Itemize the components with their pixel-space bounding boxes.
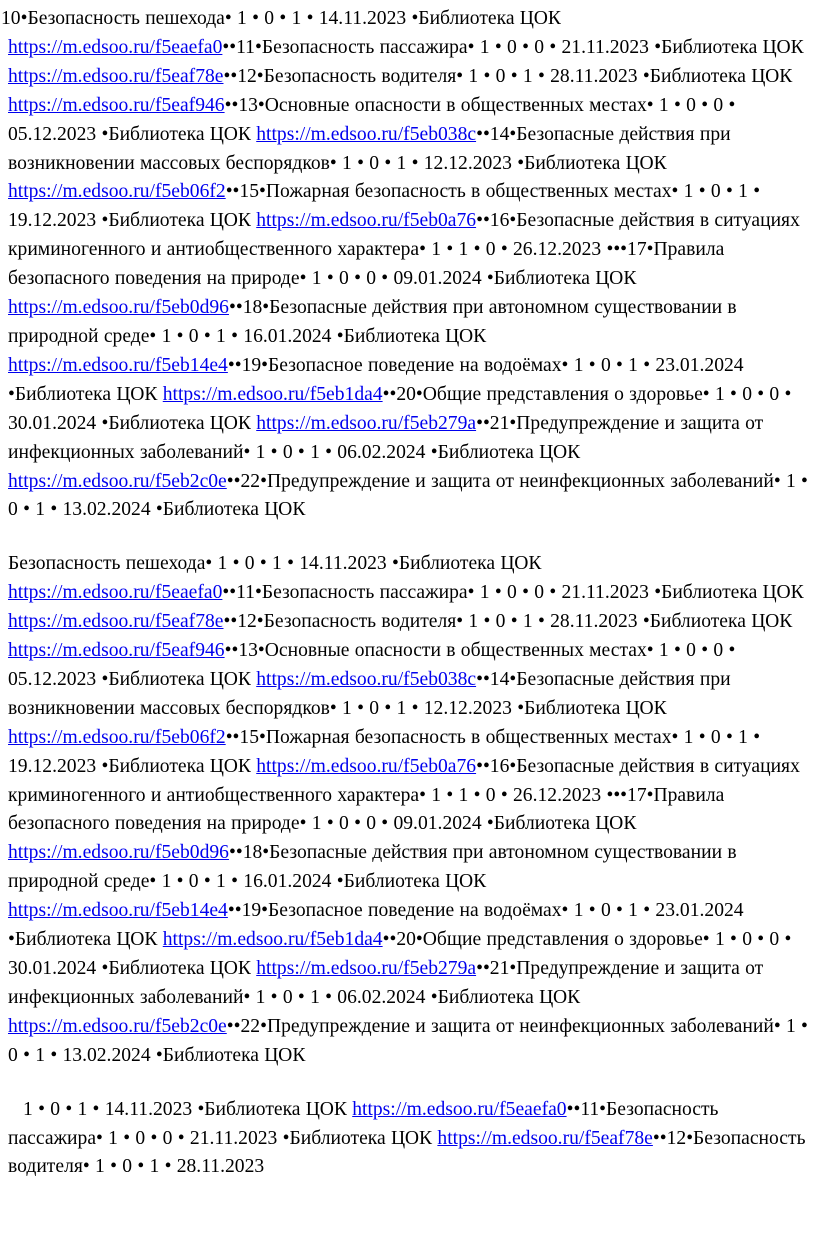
edsoo-resource-link[interactable]: https://m.edsoo.ru/f5eaefa0	[352, 1098, 567, 1120]
doc-text-run: ••20•Общие представления о здоровье• 1 • 0 • 0 • 30.01.2024 •Библиотека ЦОК	[8, 383, 792, 434]
paragraph-2	[8, 550, 812, 1070]
doc-text-run: ••12•Безопасность водителя• 1 • 0 • 1 • 28.11.2023	[8, 1127, 806, 1178]
doc-text-run: ••13•Основные опасности в общественных местах• 1 • 0 • 0 • 05.12.2023 •Библиотека ЦОК	[8, 94, 736, 145]
edsoo-resource-link[interactable]: https://m.edsoo.ru/f5eb038c	[256, 123, 477, 145]
doc-text-run: ••15•Пожарная безопасность в общественных местах• 1 • 0 • 1 • 19.12.2023 •Библиотека ЦОК	[8, 181, 761, 232]
edsoo-resource-link[interactable]: https://m.edsoo.ru/f5eb279a	[256, 412, 477, 434]
doc-text-run: ••16•Безопасные действия в ситуациях криминогенного и антиобщественного характера• 1 • 1 • 0 • 26.12.2023 •••17•Правила безопасного поведения на природе• 1 • 0 • 0 • 09.01.2024 •Библиотека ЦОК	[8, 755, 800, 835]
doc-text-run: ••11•Безопасность пассажира• 1 • 0 • 0 • 21.11.2023 •Библиотека ЦОК	[8, 1098, 719, 1149]
edsoo-resource-link[interactable]: https://m.edsoo.ru/f5eaf946	[8, 94, 225, 116]
edsoo-resource-link[interactable]: https://m.edsoo.ru/f5eb038c	[256, 668, 477, 690]
edsoo-resource-link[interactable]: https://m.edsoo.ru/f5eaefa0	[8, 582, 223, 604]
edsoo-resource-link[interactable]: https://m.edsoo.ru/f5eaefa0	[8, 36, 223, 58]
doc-text-run: ••22•Предупреждение и защита от неинфекционных заболеваний• 1 • 0 • 1 • 13.02.2024 •Библиотека ЦОК	[8, 470, 808, 521]
edsoo-resource-link[interactable]: https://m.edsoo.ru/f5eb2c0e	[8, 1015, 227, 1037]
doc-text-run: Безопасность пешехода• 1 • 0 • 1 • 14.11.2023 •Библиотека ЦОК	[8, 553, 542, 575]
edsoo-resource-link[interactable]: https://m.edsoo.ru/f5eb2c0e	[8, 470, 227, 492]
doc-text-run: ••12•Безопасность водителя• 1 • 0 • 1 • 28.11.2023 •Библиотека ЦОК	[223, 65, 793, 87]
edsoo-resource-link[interactable]: https://m.edsoo.ru/f5eaf946	[8, 640, 225, 662]
edsoo-resource-link[interactable]: https://m.edsoo.ru/f5eb0a76	[256, 755, 477, 777]
edsoo-resource-link[interactable]: https://m.edsoo.ru/f5eb06f2	[8, 726, 226, 748]
edsoo-resource-link[interactable]: https://m.edsoo.ru/f5eb14e4	[8, 354, 228, 376]
doc-text-run: 10•Безопасность пешехода• 1 • 0 • 1 • 14.11.2023 •Библиотека ЦОК	[1, 8, 561, 29]
doc-text-run: ••22•Предупреждение и защита от неинфекционных заболеваний• 1 • 0 • 1 • 13.02.2024 •Библиотека ЦОК	[8, 1015, 808, 1066]
doc-text-run: ••21•Предупреждение и защита от инфекционных заболеваний• 1 • 0 • 1 • 06.02.2024 •Библиотека ЦОК	[8, 412, 764, 463]
doc-text-run: ••19•Безопасное поведение на водоёмах• 1 • 0 • 1 • 23.01.2024 •Библиотека ЦОК	[8, 354, 744, 405]
edsoo-resource-link[interactable]: https://m.edsoo.ru/f5eaf78e	[437, 1127, 653, 1149]
edsoo-resource-link[interactable]: https://m.edsoo.ru/f5eaf78e	[8, 611, 224, 633]
edsoo-resource-link[interactable]: https://m.edsoo.ru/f5eaf78e	[8, 65, 224, 87]
doc-text-run: ••11•Безопасность пассажира• 1 • 0 • 0 • 21.11.2023 •Библиотека ЦОК	[222, 582, 804, 604]
doc-text-run: ••19•Безопасное поведение на водоёмах• 1 • 0 • 1 • 23.01.2024 •Библиотека ЦОК	[8, 900, 744, 951]
doc-text-run: ••20•Общие представления о здоровье• 1 • 0 • 0 • 30.01.2024 •Библиотека ЦОК	[8, 929, 792, 979]
edsoo-resource-link[interactable]: https://m.edsoo.ru/f5eb14e4	[8, 900, 228, 922]
edsoo-resource-link[interactable]: https://m.edsoo.ru/f5eb279a	[256, 958, 477, 979]
doc-text-run: ••18•Безопасные действия при автономном существовании в природной среде• 1 • 0 • 1 • 16.01.2024 •Библиотека ЦОК	[8, 842, 737, 893]
edsoo-resource-link[interactable]: https://m.edsoo.ru/f5eb0d96	[8, 297, 229, 319]
doc-text-run: ••11•Безопасность пассажира• 1 • 0 • 0 • 21.11.2023 •Библиотека ЦОК	[222, 36, 804, 58]
edsoo-resource-link[interactable]: https://m.edsoo.ru/f5eb0d96	[8, 842, 229, 864]
doc-text-run: ••16•Безопасные действия в ситуациях криминогенного и антиобщественного характера• 1 • 1 • 0 • 26.12.2023 •••17•Правила безопасного поведения на природе• 1 • 0 • 0 • 09.01.2024 •Библиотека ЦОК	[8, 210, 800, 290]
doc-text-run: ••14•Безопасные действия при возникновении массовых беспорядков• 1 • 0 • 1 • 12.12.2023 •Библиотека ЦОК	[8, 668, 731, 719]
doc-text-run: ••18•Безопасные действия при автономном существовании в природной среде• 1 • 0 • 1 • 16.01.2024 •Библиотека ЦОК	[8, 297, 737, 347]
edsoo-resource-link[interactable]: https://m.edsoo.ru/f5eb1da4	[162, 929, 383, 951]
document-body	[1, 5, 812, 1182]
doc-text-run: 1 • 0 • 1 • 14.11.2023 •Библиотека ЦОК	[23, 1098, 353, 1120]
doc-text-run: ••14•Безопасные действия при возникновении массовых беспорядков• 1 • 0 • 1 • 12.12.2023 •Библиотека ЦОК	[8, 123, 731, 174]
edsoo-resource-link[interactable]: https://m.edsoo.ru/f5eb06f2	[8, 181, 226, 203]
doc-text-run: ••15•Пожарная безопасность в общественных местах• 1 • 0 • 1 • 19.12.2023 •Библиотека ЦОК	[8, 726, 761, 777]
doc-text-run: ••13•Основные опасности в общественных местах• 1 • 0 • 0 • 05.12.2023 •Библиотека ЦОК	[8, 640, 736, 690]
paragraph-3	[8, 1096, 812, 1183]
doc-text-run: ••21•Предупреждение и защита от инфекционных заболеваний• 1 • 0 • 1 • 06.02.2024 •Библиотека ЦОК	[8, 958, 764, 1008]
edsoo-resource-link[interactable]: https://m.edsoo.ru/f5eb1da4	[162, 383, 383, 405]
paragraph-1	[1, 5, 812, 525]
edsoo-resource-link[interactable]: https://m.edsoo.ru/f5eb0a76	[256, 210, 477, 232]
doc-text-run: ••12•Безопасность водителя• 1 • 0 • 1 • 28.11.2023 •Библиотека ЦОК	[223, 611, 793, 633]
